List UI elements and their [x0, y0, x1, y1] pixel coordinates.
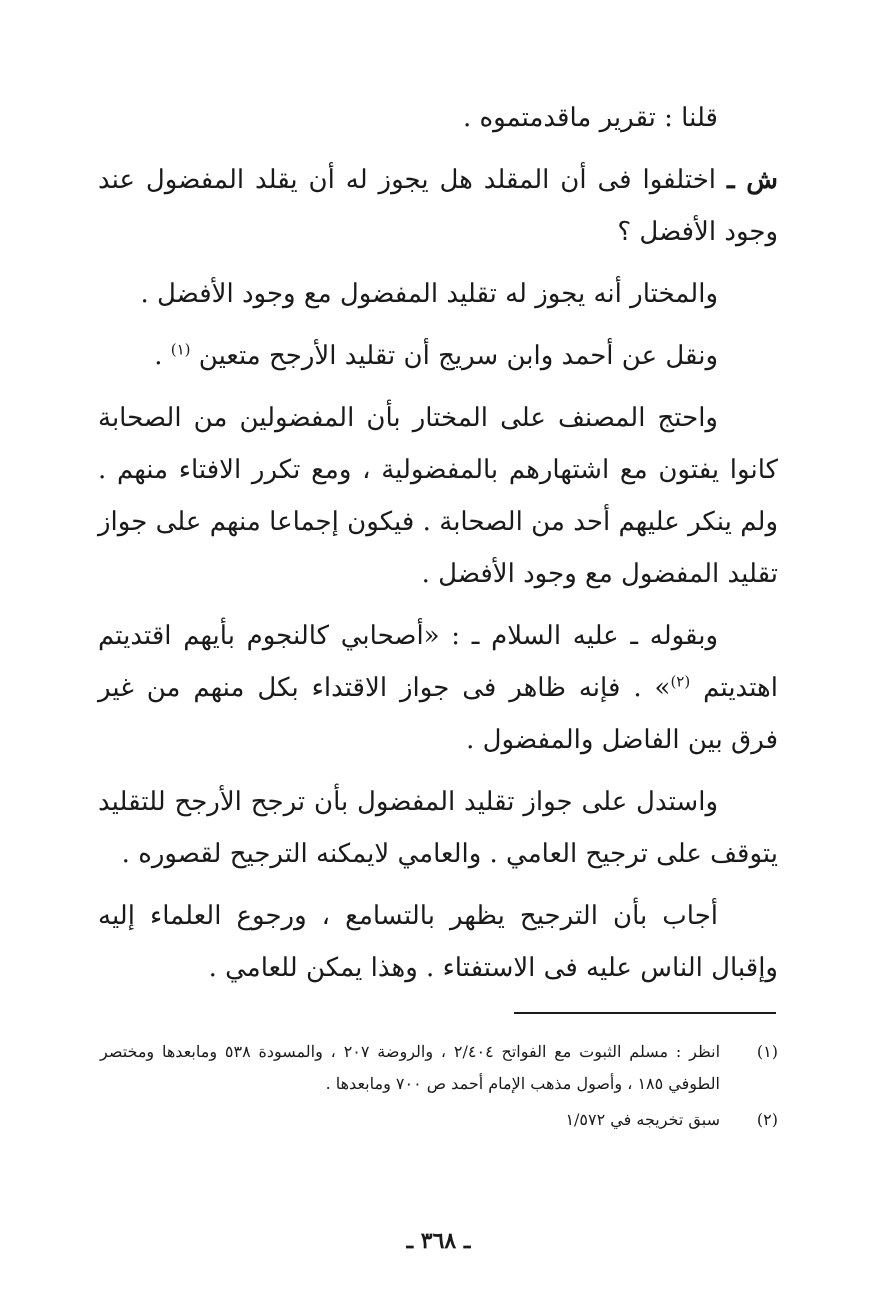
- paragraph-5-text: واحتج المصنف على المختار بأن المفضولين من الصحابة كانوا يفتون مع اشتهارهم بالمفضولية ، ومع تكرر الافتاء منهم . ولم ينكر عليهم أحد من الصحابة . فيكون إجماعا منهم على جواز تقليد المفضول مع وجود الأفضل .: [98, 403, 778, 589]
- paragraph-7-text: واستدل على جواز تقليد المفضول بأن ترجح الأرجح للتقليد يتوقف على ترجيح العامي . والعامي لايمكنه الترجيح لقصوره .: [98, 787, 778, 869]
- paragraph-4: [98, 330, 778, 382]
- footnote-divider: [514, 1012, 776, 1014]
- paragraph-6-text: وبقوله ـ عليه السلام ـ : «أصحابي كالنجوم بأيهم اقتديتم اهتديتم: [98, 621, 778, 703]
- paragraph-4-end: .: [154, 341, 171, 371]
- footnote-2-number: (٢): [756, 1110, 778, 1129]
- footnote-1-number: (١): [756, 1042, 778, 1061]
- paragraph-2-text: اختلفوا فى أن المقلد هل يجوز له أن يقلد المفضول عند وجود الأفضل ؟: [98, 165, 778, 247]
- paragraph-5: [98, 392, 778, 600]
- paragraph-6: [98, 610, 778, 766]
- paragraph-1-text: قلنا : تقرير ماقدمتموه .: [463, 103, 718, 133]
- paragraph-3: [98, 268, 778, 320]
- paragraph-3-text: والمختار أنه يجوز له تقليد المفضول مع وجود الأفضل .: [140, 279, 718, 309]
- page-number: ـ ٣٦٨ ـ: [406, 1228, 471, 1254]
- paragraph-2: [98, 154, 778, 258]
- paragraph-7: [98, 776, 778, 880]
- footnote-2: [100, 1104, 778, 1136]
- footnote-1: [100, 1036, 778, 1100]
- footnote-2-text: سبق تخريجه في ١/٥٧٢: [565, 1110, 720, 1129]
- paragraph-4-text: ونقل عن أحمد وابن سريج أن تقليد الأرجح متعين: [198, 341, 718, 371]
- paragraph-2-lead: ش ـ: [726, 165, 778, 195]
- paragraph-6-end: » . فإنه ظاهر فى جواز الاقتداء بكل منهم من غير فرق بين الفاضل والمفضول .: [98, 673, 778, 755]
- footnote-ref-1[interactable]: (١): [170, 340, 191, 359]
- footnotes: [100, 1036, 778, 1140]
- main-text: [98, 92, 778, 1004]
- paragraph-8: [98, 890, 778, 994]
- footnote-ref-2[interactable]: (٢): [670, 672, 691, 691]
- paragraph-1: [98, 92, 778, 144]
- paragraph-8-text: أجاب بأن الترجيح يظهر بالتسامع ، ورجوع العلماء إليه وإقبال الناس عليه فى الاستفتاء . وهذا يمكن للعامي .: [98, 901, 778, 983]
- footnote-1-text: انظر : مسلم الثبوت مع الفواتح ٢/٤٠٤ ، والروضة ٢٠٧ ، والمسودة ٥٣٨ ومابعدها ومختصر الطوفي ١٨٥ ، وأصول مذهب الإمام أحمد ص ٧٠٠ ومابعدها .: [100, 1042, 721, 1093]
